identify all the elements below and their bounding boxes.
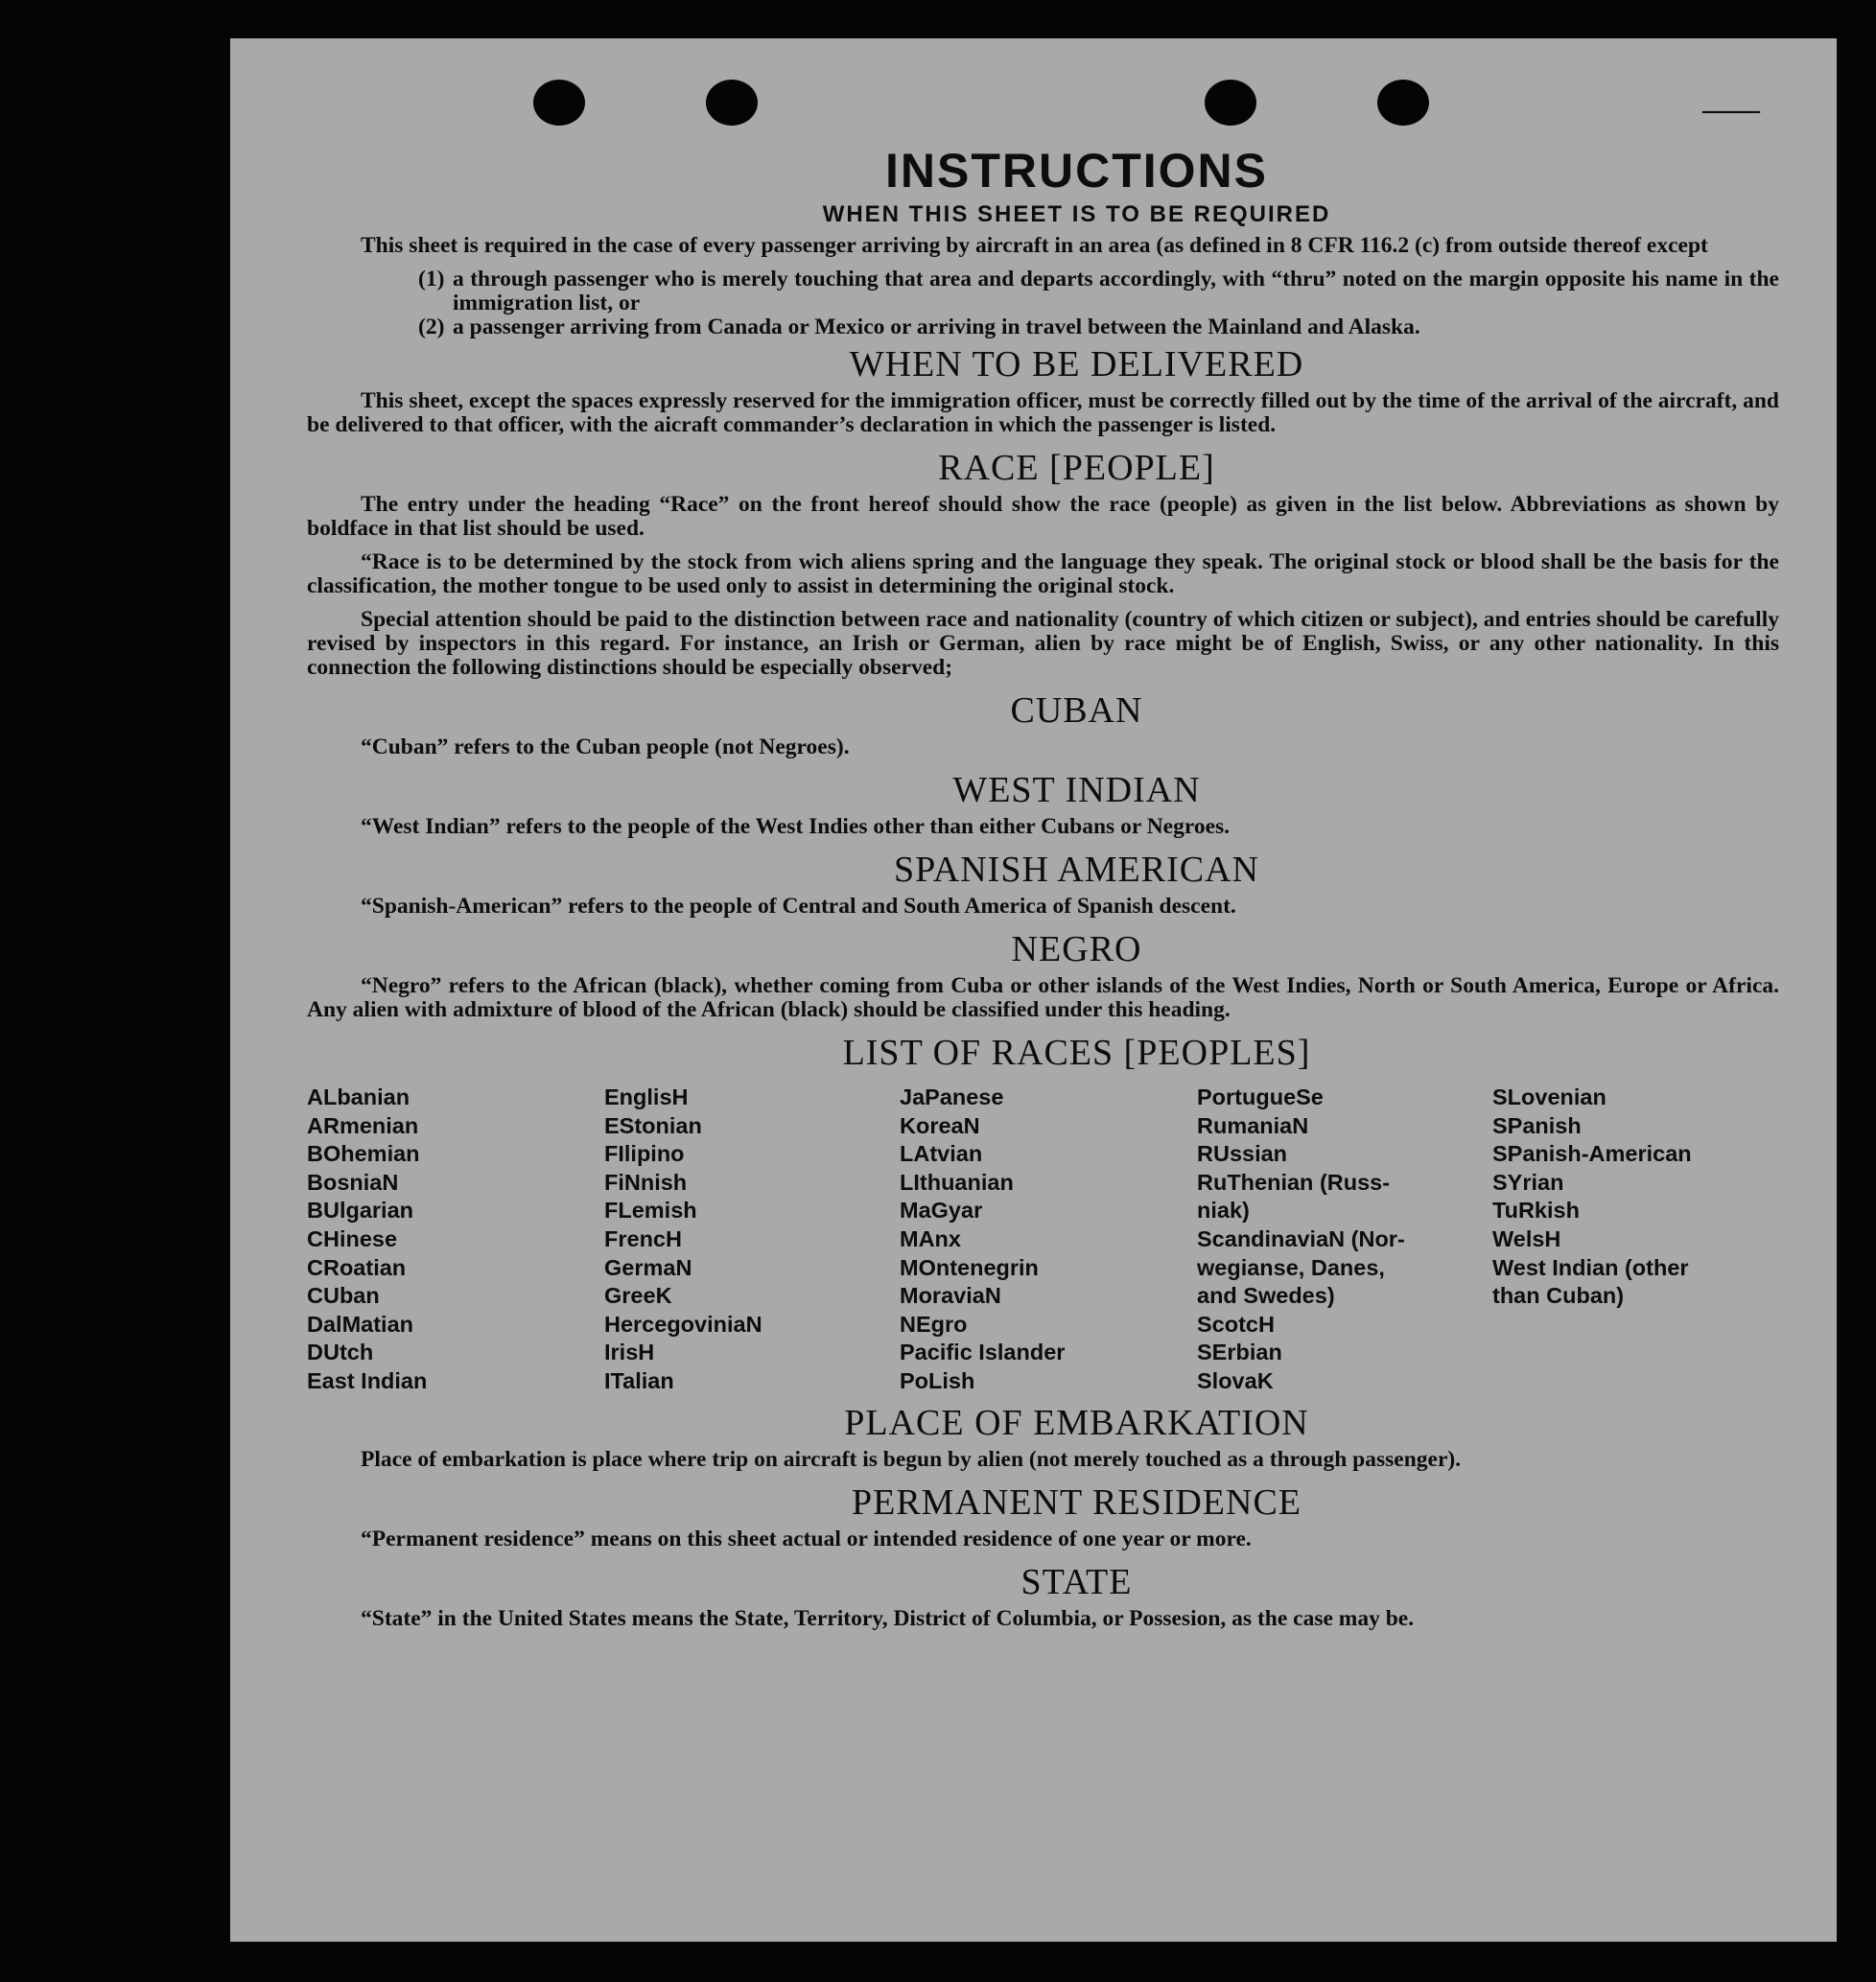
race-item: HercegoviniaN	[604, 1311, 762, 1337]
race-item: GermaN	[604, 1254, 692, 1280]
race-item: RuThenian (Russ- niak)	[1197, 1169, 1391, 1224]
section-heading-embarkation: PLACE OF EMBARKATION	[844, 1402, 1309, 1443]
race-item: DUtch	[307, 1340, 374, 1365]
race-item: JaPanese	[900, 1084, 1004, 1109]
race-item: RUssian	[1197, 1141, 1288, 1167]
race-item: EnglisH	[604, 1084, 689, 1109]
document-sheet	[230, 38, 1837, 1942]
race-item: DalMatian	[307, 1311, 413, 1337]
race-item: RumaniaN	[1197, 1112, 1309, 1138]
section-heading-spanish-american: SPANISH AMERICAN	[894, 850, 1259, 890]
race-item: LAtvian	[900, 1141, 983, 1167]
race-item: CUban	[307, 1283, 380, 1309]
race-item: East Indian	[307, 1367, 428, 1393]
race-paragraph-2: “Race is to be determined by the stock from wich aliens spring and the language they speak. The original stock or blood shall be the basis for the classification, the mother tongue to be used only to assist in determining the original stock.	[307, 549, 1779, 598]
race-item: MOntenegrin	[900, 1254, 1039, 1280]
race-item: EStonian	[604, 1112, 702, 1138]
race-item: ARmenian	[307, 1112, 419, 1138]
race-column	[307, 1084, 604, 1396]
race-item: MAnx	[900, 1225, 961, 1251]
race-item: NEgro	[900, 1311, 968, 1337]
race-item: SYrian	[1492, 1169, 1564, 1195]
race-item: PoLish	[900, 1367, 975, 1393]
race-paragraph-1: The entry under the heading “Race” on the front hereof should show the race (people) as given in the list below. Abbreviations as shown by boldface in that list should be used.	[307, 492, 1779, 541]
race-item: CHinese	[307, 1225, 398, 1251]
exception-item	[418, 268, 1779, 315]
punch-hole	[1205, 80, 1256, 126]
delivered-paragraph: This sheet, except the spaces expressly reserved for the immigration officer, must be correctly filled out by the time of the arrival of the aircraft, and be delivered to that officer, with the aicraft commander’s declaration in which the passenger is listed.	[307, 388, 1779, 437]
cuban-paragraph: “Cuban” refers to the Cuban people (not Negroes).	[361, 735, 850, 759]
section-heading-west-indian: WEST INDIAN	[952, 770, 1201, 810]
race-item: PortugueSe	[1197, 1084, 1324, 1109]
race-column	[1492, 1084, 1742, 1396]
race-item: CRoatian	[307, 1254, 407, 1280]
race-paragraph-3: Special attention should be paid to the distinction between race and nationality (country of which citizen or subject), and entries should be carefully revised by inspectors in this regard. For instance, an Irish or German, alien by race might be of English, Swiss, or any other nationality. In this connection the following distinctions should be especially observed;	[307, 607, 1779, 680]
race-column	[604, 1084, 900, 1396]
race-list	[307, 1084, 1779, 1396]
race-item: ScandinaviaN (Nor- wegianse, Danes, and Swedes)	[1197, 1225, 1405, 1309]
race-item: ALbanian	[307, 1084, 410, 1109]
race-item: BosniaN	[307, 1169, 399, 1195]
spanish-american-paragraph: “Spanish-American” refers to the people of Central and South America of Spanish descent.	[361, 894, 1236, 919]
race-item: MaGyar	[900, 1198, 983, 1224]
race-item: BOhemian	[307, 1141, 420, 1167]
race-item: KoreaN	[900, 1112, 980, 1138]
race-item: West Indian (other than Cuban)	[1492, 1254, 1689, 1309]
section-heading-residence: PERMANENT RESIDENCE	[851, 1481, 1302, 1523]
race-item: SErbian	[1197, 1340, 1282, 1365]
race-item: BUlgarian	[307, 1198, 413, 1224]
race-item: GreeK	[604, 1283, 672, 1309]
race-column	[1197, 1084, 1492, 1396]
race-item: SlovaK	[1197, 1367, 1274, 1393]
race-item: ITalian	[604, 1367, 674, 1393]
corner-mark: ——	[1702, 94, 1760, 126]
embarkation-paragraph: Place of embarkation is place where trip on aircraft is begun by alien (not merely touched as a through passenger).	[361, 1446, 1462, 1472]
punch-hole	[706, 80, 758, 126]
west-indian-paragraph: “West Indian” refers to the people of the West Indies other than either Cubans or Negroes.	[361, 814, 1231, 839]
race-item: FIlipino	[604, 1141, 685, 1167]
state-paragraph: “State” in the United States means the State, Territory, District of Columbia, or Possesion, as the case may be.	[361, 1605, 1415, 1631]
page-subtitle: WHEN THIS SHEET IS TO BE REQUIRED	[822, 201, 1331, 227]
section-heading-list-of-races: LIST OF RACES [PEOPLES]	[842, 1033, 1311, 1073]
section-heading-cuban: CUBAN	[1010, 690, 1143, 731]
race-item: IrisH	[604, 1340, 655, 1365]
race-item: ScotcH	[1197, 1311, 1275, 1337]
race-item: TuRkish	[1492, 1198, 1580, 1224]
race-item: FLemish	[604, 1198, 697, 1224]
residence-paragraph: “Permanent residence” means on this sheet actual or intended residence of one year or more.	[361, 1526, 1252, 1551]
race-item: SLovenian	[1492, 1084, 1606, 1109]
section-heading-delivered: WHEN TO BE DELIVERED	[849, 344, 1304, 385]
race-item: FiNnish	[604, 1169, 688, 1195]
section-heading-state: STATE	[1020, 1561, 1133, 1602]
exception-number: (2)	[418, 315, 445, 339]
race-item: MoraviaN	[900, 1283, 1001, 1309]
race-item: SPanish-American	[1492, 1141, 1692, 1167]
race-item: FrencH	[604, 1225, 682, 1251]
race-item: Pacific Islander	[900, 1340, 1066, 1365]
exception-text: a through passenger who is merely touching that area and departs accordingly, with “thru” noted on the margin opposite his name in the immigration list, or	[453, 267, 1779, 315]
exception-item	[418, 315, 1779, 339]
race-column	[900, 1084, 1197, 1396]
negro-paragraph: “Negro” refers to the African (black), whether coming from Cuba or other islands of the West Indies, North or South America, Europe or Africa. Any alien with admixture of blood of the African (black) should be classified under this heading.	[307, 973, 1779, 1022]
punch-hole	[1377, 80, 1429, 126]
page-title: INSTRUCTIONS	[885, 144, 1268, 198]
race-item: LIthuanian	[900, 1169, 1014, 1195]
race-item: WelsH	[1492, 1225, 1561, 1251]
section-heading-race: RACE [PEOPLE]	[938, 448, 1215, 488]
punch-hole	[533, 80, 585, 126]
exception-text: a passenger arriving from Canada or Mexico or arriving in travel between the Mainland and Alaska.	[453, 315, 1420, 339]
intro-paragraph: This sheet is required in the case of every passenger arriving by aircraft in an area (as defined in 8 CFR 116.2 (c) from outside thereof except	[361, 233, 1708, 258]
exception-number: (1)	[418, 267, 445, 291]
section-heading-negro: NEGRO	[1011, 929, 1142, 969]
race-item: SPanish	[1492, 1112, 1582, 1138]
